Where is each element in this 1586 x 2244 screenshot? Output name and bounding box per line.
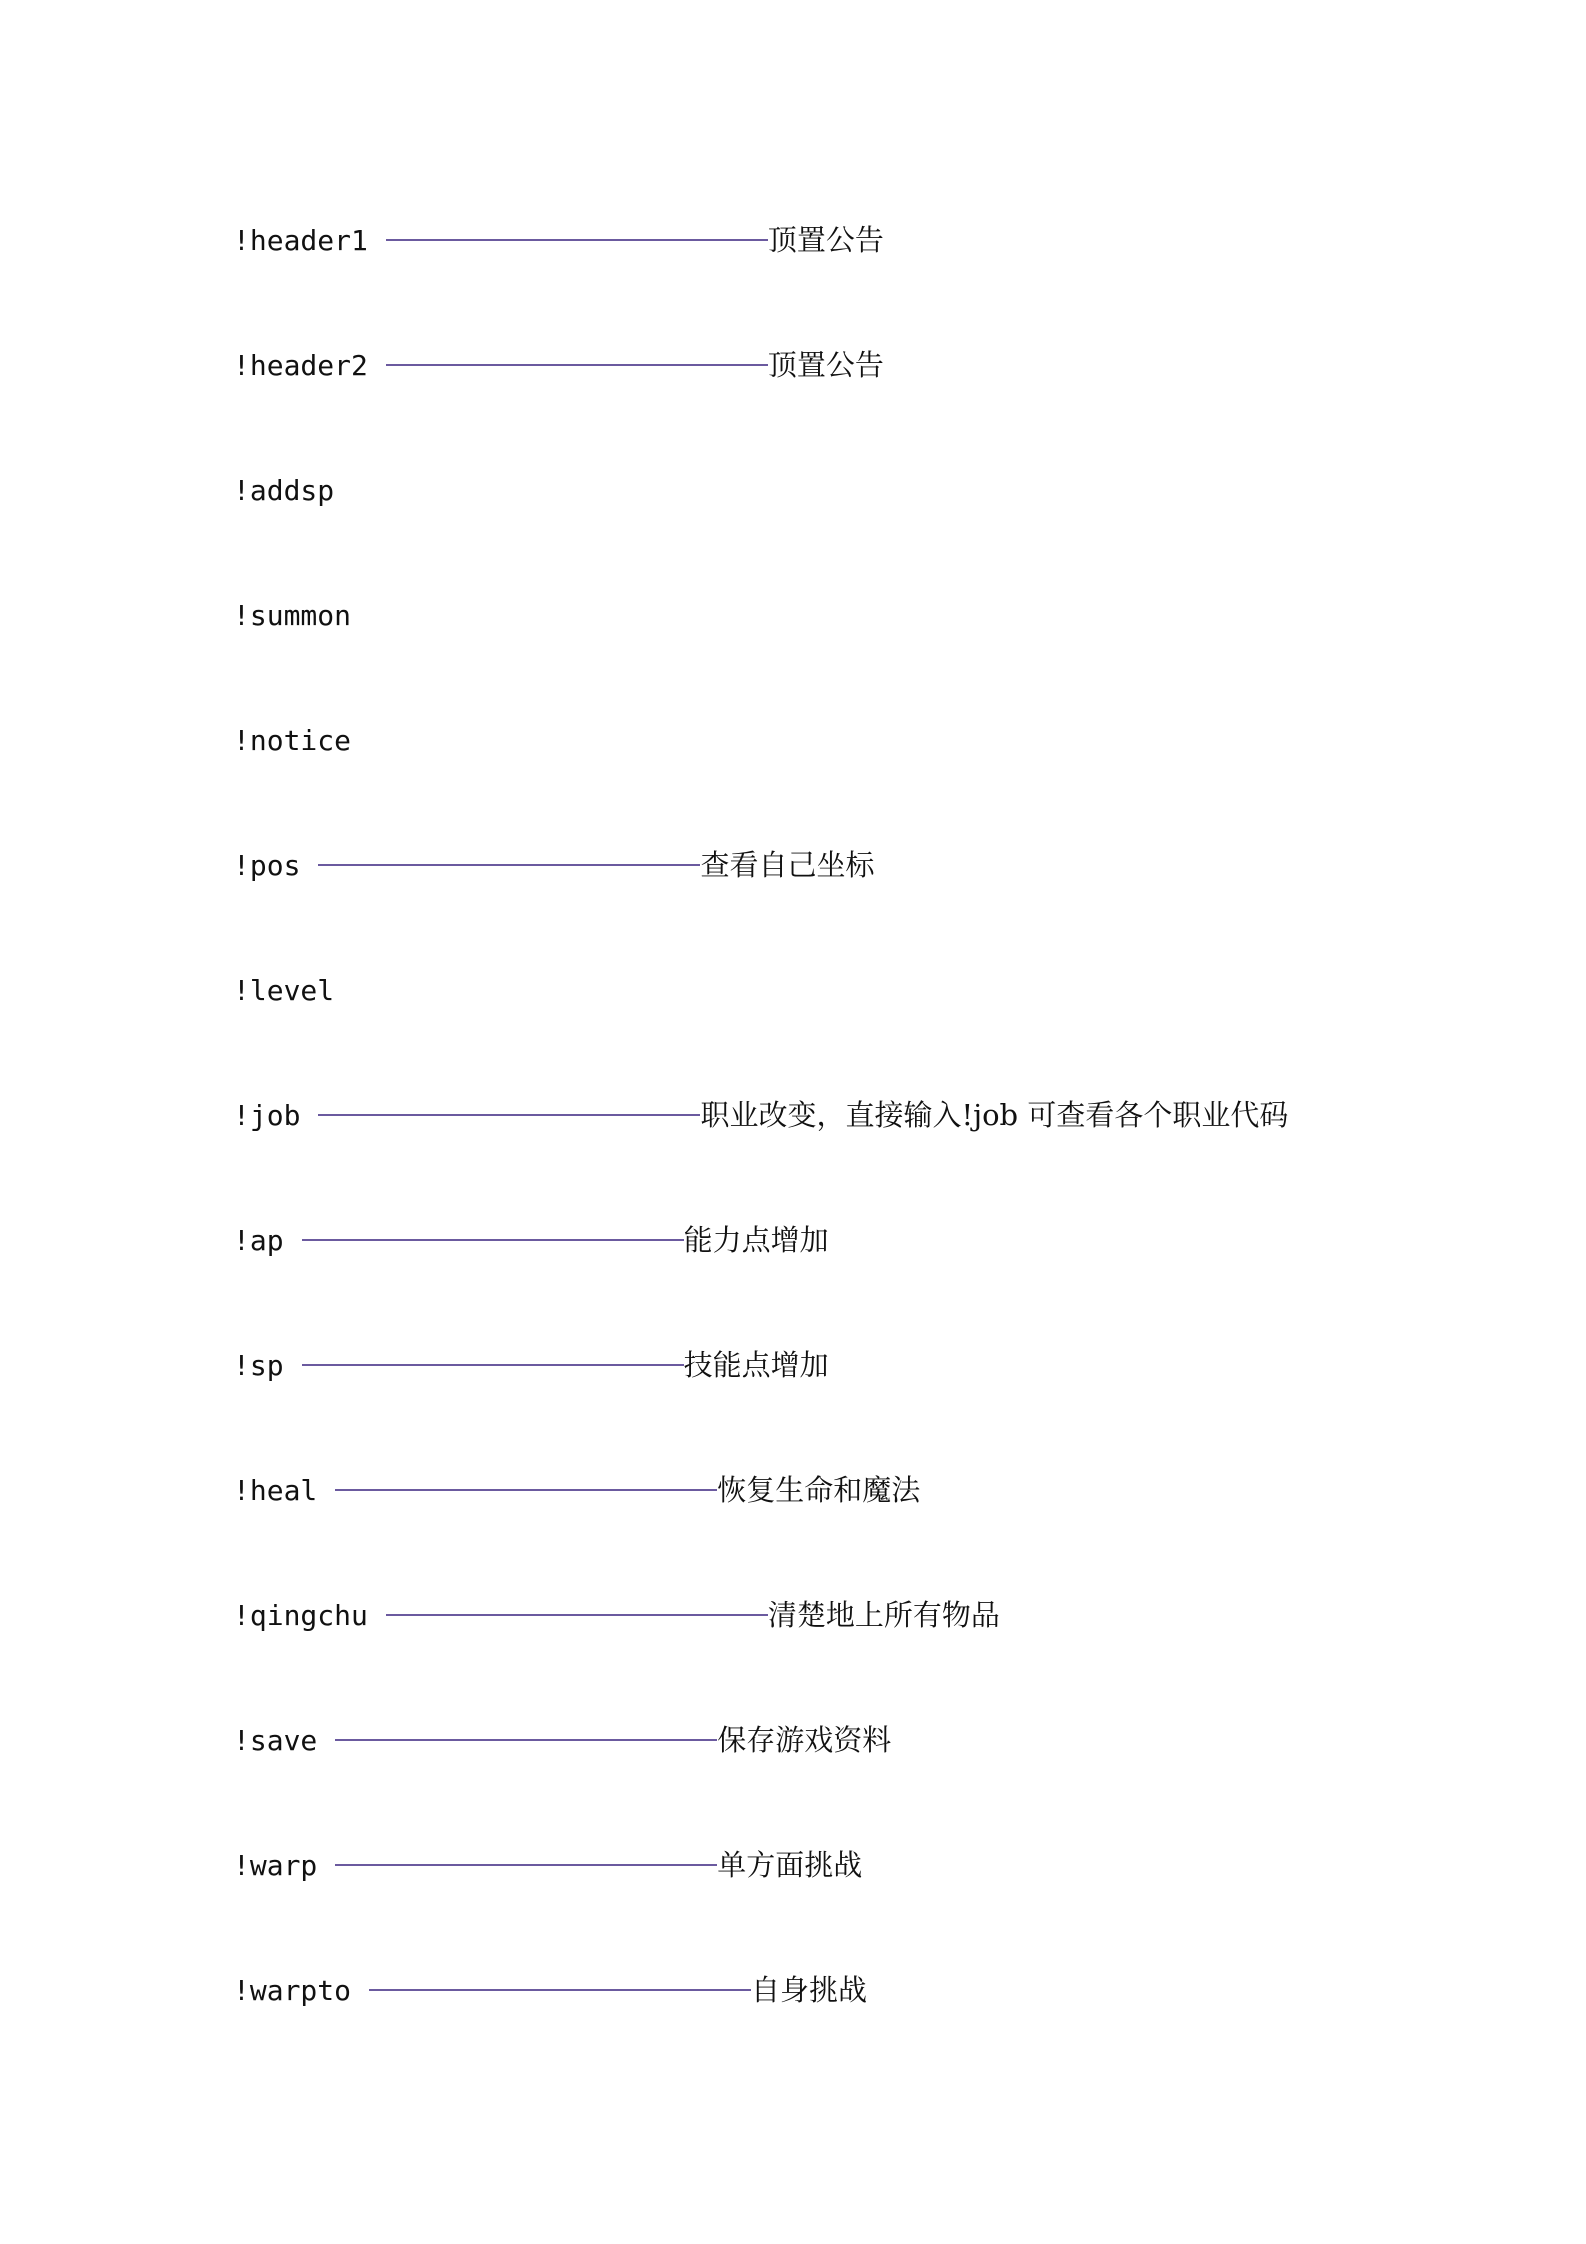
command-line-ap <box>233 1218 829 1262</box>
description-warpto: 自身挑战 <box>751 1973 868 2007</box>
description-header2: 顶置公告 <box>767 348 884 382</box>
command-qingchu: !qingchu <box>233 1599 368 1632</box>
command-line-heal <box>233 1468 920 1512</box>
description-warp: 单方面挑战 <box>717 1848 863 1882</box>
command-line-level <box>233 968 334 1012</box>
command-save: !save <box>233 1724 318 1757</box>
command-line-pos <box>233 843 874 887</box>
dash-rule-warpto <box>369 1989 751 1991</box>
command-line-warpto <box>233 1968 867 2012</box>
command-line-summon <box>233 593 351 637</box>
command-line-sp <box>233 1343 829 1387</box>
command-job: !job <box>233 1099 301 1132</box>
description-ap: 能力点增加 <box>683 1223 829 1257</box>
command-summon: !summon <box>233 599 352 632</box>
command-line-addsp <box>233 468 334 512</box>
command-line-header2 <box>233 343 884 387</box>
command-addsp: !addsp <box>233 474 335 507</box>
command-line-qingchu <box>233 1593 1000 1637</box>
command-line-job <box>233 1093 1288 1137</box>
description-pos: 查看自己坐标 <box>700 848 875 882</box>
description-sp: 技能点增加 <box>683 1348 829 1382</box>
description-header1: 顶置公告 <box>767 223 884 257</box>
description-job: 职业改变，直接输入!job 可查看各个职业代码 <box>700 1098 1289 1132</box>
command-line-notice <box>233 718 351 762</box>
dash-rule-warp <box>335 1864 717 1866</box>
command-header2: !header2 <box>233 349 368 382</box>
dash-rule-job <box>318 1114 700 1116</box>
command-level: !level <box>233 974 335 1007</box>
dash-rule-header2 <box>386 364 768 366</box>
command-heal: !heal <box>233 1474 318 1507</box>
description-qingchu: 清楚地上所有物品 <box>767 1598 1000 1632</box>
command-pos: !pos <box>233 849 301 882</box>
command-ap: !ap <box>233 1224 284 1257</box>
description-save: 保存游戏资料 <box>717 1723 892 1757</box>
command-sp: !sp <box>233 1349 284 1382</box>
dash-rule-ap <box>302 1239 684 1241</box>
description-heal: 恢复生命和魔法 <box>717 1473 921 1507</box>
dash-rule-pos <box>318 864 700 866</box>
command-warpto: !warpto <box>233 1974 352 2007</box>
dash-rule-header1 <box>386 239 768 241</box>
dash-rule-heal <box>335 1489 717 1491</box>
command-notice: !notice <box>233 724 352 757</box>
command-header1: !header1 <box>233 224 368 257</box>
command-line-save <box>233 1718 891 1762</box>
dash-rule-save <box>335 1739 717 1741</box>
dash-rule-sp <box>302 1364 684 1366</box>
dash-rule-qingchu <box>386 1614 768 1616</box>
command-line-warp <box>233 1843 862 1887</box>
command-line-header1 <box>233 218 884 262</box>
command-warp: !warp <box>233 1849 318 1882</box>
